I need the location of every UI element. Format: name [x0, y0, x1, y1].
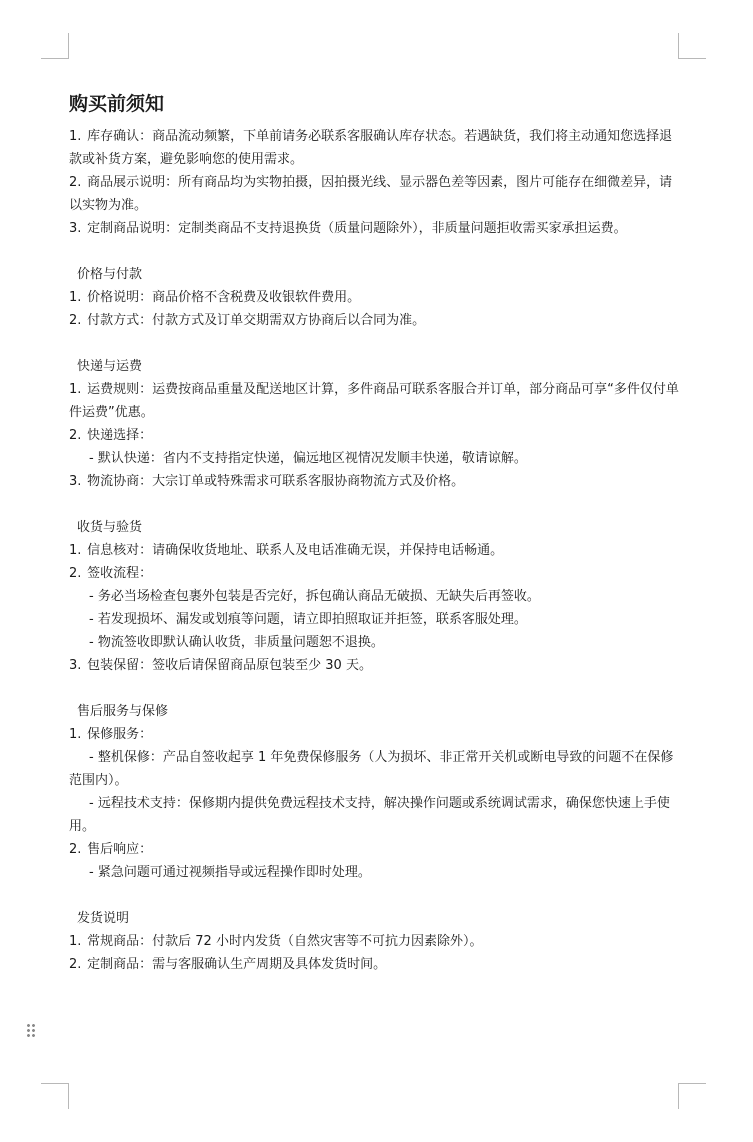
list-text: 保修服务： [87, 727, 153, 742]
list-item [69, 838, 679, 861]
list-item [69, 930, 679, 953]
list-text: 快递选择： [87, 428, 153, 443]
page-title: 购买前须知 [69, 93, 165, 115]
list-text: 信息核对：请确保收货地址、联系人及电话准确无误，并保持电话畅通。 [87, 543, 504, 558]
page-corner-mark-bottom-right [678, 1083, 706, 1109]
list-item [69, 723, 679, 746]
list-item [69, 378, 679, 424]
list-text: 定制商品：需与客服确认生产周期及具体发货时间。 [87, 957, 387, 972]
sub-list-item: - 务必当场检查包裹外包装是否完好，拆包确认商品无破损、无缺失后再签收。 [89, 589, 540, 604]
list-item [69, 953, 679, 976]
list-number: 1. [69, 934, 82, 949]
list-item [69, 286, 679, 309]
sub-list-item: - 物流签收即默认确认收货，非质量问题恕不退换。 [89, 635, 384, 650]
list-text: 运费规则：运费按商品重量及配送地区计算，多件商品可联系客服合并订单，部分商品可享“多件仅付单件运费”优惠。 [69, 382, 679, 420]
sub-list-item: - 整机保修：产品自签收起享 1 年免费保修服务（人为损坏、非正常开关机或断电导致的问题不在保修范围内）。 [69, 750, 674, 788]
list-number: 1. [69, 382, 82, 397]
section-heading-delivery: 发货说明 [77, 911, 130, 926]
section-heading-shipping: 快递与运费 [77, 359, 143, 374]
list-number: 2. [69, 175, 82, 190]
sub-list-item: - 默认快递：省内不支持指定快递，偏远地区视情况发顺丰快递，敬请谅解。 [89, 451, 527, 466]
list-number: 3. [69, 474, 82, 489]
list-text: 商品展示说明：所有商品均为实物拍摄，因拍摄光线、显示器色差等因素，图片可能存在细微差异，请以实物为准。 [69, 175, 673, 213]
list-text: 售后响应： [87, 842, 153, 857]
sub-list-item: - 远程技术支持：保修期内提供免费远程技术支持，解决操作问题或系统调试需求，确保您快速上手使用。 [69, 796, 670, 834]
list-number: 1. [69, 290, 82, 305]
drag-handle-icon[interactable] [26, 1023, 36, 1039]
list-text: 价格说明：商品价格不含税费及收银软件费用。 [87, 290, 361, 305]
section-heading-price: 价格与付款 [77, 267, 143, 282]
section-heading-after-sales: 售后服务与保修 [77, 704, 169, 719]
page-corner-mark-top-right [678, 33, 706, 59]
list-number: 1. [69, 543, 82, 558]
list-item [69, 654, 679, 677]
list-number: 2. [69, 842, 82, 857]
list-number: 2. [69, 566, 82, 581]
list-item [69, 217, 679, 240]
list-item [69, 470, 679, 493]
list-text: 签收流程： [87, 566, 153, 581]
list-item [69, 424, 679, 447]
list-text: 付款方式：付款方式及订单交期需双方协商后以合同为准。 [87, 313, 426, 328]
list-item [69, 171, 679, 217]
section-heading-receipt: 收货与验货 [77, 520, 143, 535]
list-text: 定制商品说明：定制类商品不支持退换货（质量问题除外），非质量问题拒收需买家承担运费。 [87, 221, 627, 236]
sub-list-item: - 若发现损坏、漏发或划痕等问题，请立即拍照取证并拒签，联系客服处理。 [89, 612, 527, 627]
list-item [69, 539, 679, 562]
sub-list-item: - 紧急问题可通过视频指导或远程操作即时处理。 [89, 865, 371, 880]
list-item [69, 309, 679, 332]
list-item [69, 125, 679, 171]
page-corner-mark-top-left [41, 33, 69, 59]
list-text: 常规商品：付款后 72 小时内发货（自然灾害等不可抗力因素除外）。 [87, 934, 483, 949]
list-text: 物流协商：大宗订单或特殊需求可联系客服协商物流方式及价格。 [87, 474, 465, 489]
list-text: 库存确认：商品流动频繁，下单前请务必联系客服确认库存状态。若遇缺货，我们将主动通知您选择退款或补货方案，避免影响您的使用需求。 [69, 129, 673, 167]
document-body [69, 91, 679, 976]
list-number: 1. [69, 727, 82, 742]
list-number: 2. [69, 957, 82, 972]
list-text: 包装保留：签收后请保留商品原包装至少 30 天。 [87, 658, 372, 673]
page-corner-mark-bottom-left [41, 1083, 69, 1109]
list-number: 2. [69, 428, 82, 443]
list-number: 3. [69, 221, 82, 236]
list-number: 3. [69, 658, 82, 673]
list-item [69, 562, 679, 585]
list-number: 1. [69, 129, 82, 144]
list-number: 2. [69, 313, 82, 328]
